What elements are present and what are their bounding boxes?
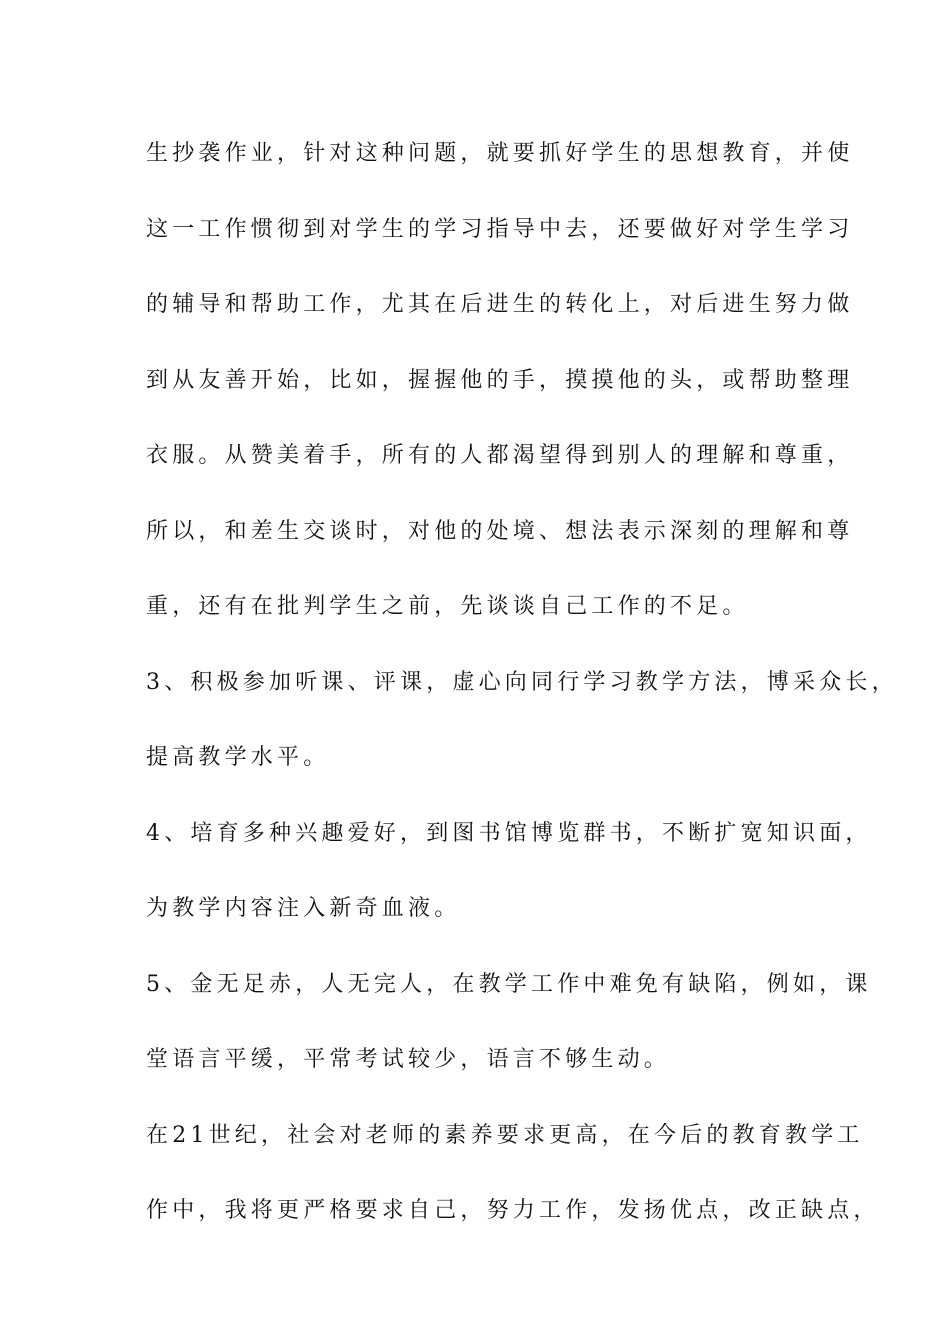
text-line: 的辅导和帮助工作，尤其在后进生的转化上，对后进生努力做 bbox=[146, 292, 854, 317]
text-line: 这一工作惯彻到对学生的学习指导中去，还要做好对学生学习 bbox=[146, 216, 854, 242]
list-item-4: 4、培育多种兴趣爱好，到图书馆博览群书，不断扩宽知识面， bbox=[146, 820, 872, 846]
text-line: 在21世纪，社会对老师的素养要求更高，在今后的教育教学工 bbox=[146, 1122, 864, 1148]
text-line: 到从友善开始，比如，握握他的手，摸摸他的头，或帮助整理 bbox=[146, 367, 854, 393]
list-item-5: 5、金无足赤，人无完人，在教学工作中难免有缺陷，例如，课 bbox=[146, 971, 872, 997]
document-body bbox=[146, 134, 898, 1267]
text-line: 重，还有在批判学生之前，先谈谈自己工作的不足。 bbox=[146, 594, 749, 619]
text-line: 所以，和差生交谈时，对他的处境、想法表示深刻的理解和尊 bbox=[146, 518, 854, 544]
text-line: 提高教学水平。 bbox=[146, 745, 330, 770]
text-line: 作中，我将更严格要求自己，努力工作，发扬优点，改正缺点， bbox=[146, 1198, 880, 1223]
text-line: 堂语言平缓，平常考试较少，语言不够生动。 bbox=[146, 1047, 671, 1072]
list-item-3: 3、积极参加听课、评课，虚心向同行学习教学方法，博采众长， bbox=[146, 669, 898, 695]
text-line: 生抄袭作业，针对这种问题，就要抓好学生的思想教育，并使 bbox=[146, 141, 854, 166]
text-line: 衣服。从赞美着手，所有的人都渴望得到别人的理解和尊重， bbox=[146, 443, 854, 468]
text-line: 为教学内容注入新奇血液。 bbox=[146, 896, 461, 921]
